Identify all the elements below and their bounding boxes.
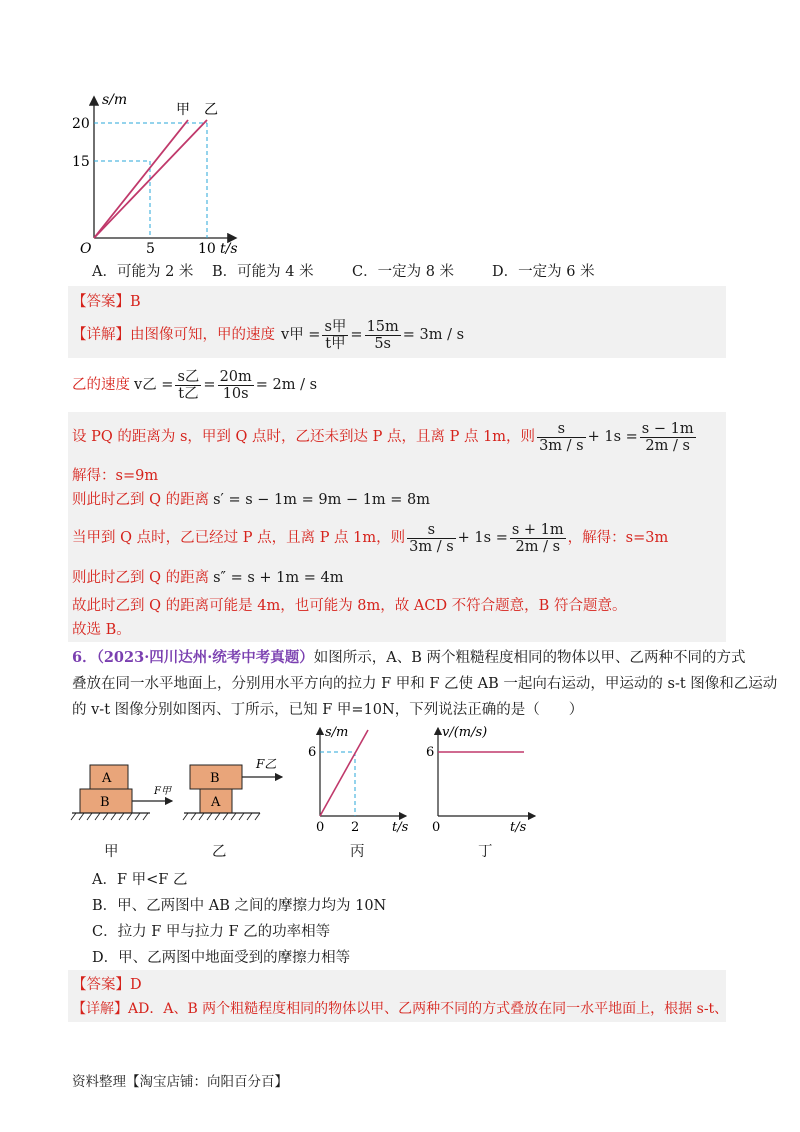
label-jia: 甲 bbox=[176, 102, 190, 118]
svg-text:B: B bbox=[100, 795, 110, 810]
svg-text:0: 0 bbox=[432, 820, 441, 835]
answer-5-detail-speed-jia: 【详解】由图像可知，甲的速度 v甲 = $\frac{\text{s甲}}{\text{t甲}}$ = $\frac{15m}{5s}$ = 3m / s bbox=[72, 318, 465, 352]
option-6-d[interactable]: D．甲、乙两图中地面受到的摩擦力相等 bbox=[92, 950, 351, 966]
svg-text:t/s: t/s bbox=[510, 820, 527, 835]
answer-6-label: 【答案】D bbox=[72, 977, 142, 993]
svg-text:2: 2 bbox=[351, 820, 360, 835]
y-axis-label: s/m bbox=[102, 92, 128, 108]
x-tick-10: 10 bbox=[198, 241, 216, 255]
answer-6-detail: 【详解】AD．A、B 两个粗糙程度相同的物体以甲、乙两种不同的方式叠放在同一水平地面上，根据 s-t、 bbox=[72, 1001, 729, 1017]
figure-jia bbox=[68, 760, 188, 822]
figure-ding-vt-graph bbox=[420, 724, 540, 836]
line-jia bbox=[94, 120, 188, 238]
svg-text:F甲: F甲 bbox=[154, 786, 171, 797]
answer-5-speed-yi: 乙的速度 v乙 = $\frac{\text{s乙}}{\text{t乙}}$ = $\frac{20m}{10s}$ = 2m / s bbox=[72, 368, 318, 402]
option-5-c[interactable]: C．一定为 8 米 bbox=[352, 264, 455, 280]
svg-text:A: A bbox=[102, 771, 112, 786]
caption-jia: 甲 bbox=[104, 844, 119, 860]
svg-text:v/(m/s): v/(m/s) bbox=[442, 725, 488, 740]
y-tick-20: 20 bbox=[72, 116, 90, 132]
option-6-c[interactable]: C．拉力 F 甲与拉力 F 乙的功率相等 bbox=[92, 924, 331, 940]
question-6-line-2: 叠放在同一水平地面上，分别用水平方向的拉力 F 甲和 F 乙使 AB 一起向右运动，甲运动的 s-t 图像和乙运动 bbox=[72, 676, 778, 692]
figure-bing-st-graph bbox=[300, 724, 410, 836]
answer-5-line-8: 故此时乙到 Q 的距离可能是 4m，也可能为 8m，故 ACD 不符合题意，B 符合题意。 bbox=[72, 598, 627, 614]
svg-text:6: 6 bbox=[308, 745, 317, 760]
line-bing bbox=[320, 730, 368, 816]
answer-5-line-5: 则此时乙到 Q 的距离 s′ = s − 1m = 9m − 1m = 8m bbox=[72, 492, 431, 508]
question-6-line-1: 6．（2023·四川达州·统考中考真题）如图所示，A、B 两个粗糙程度相同的物体以甲、乙两种不同的方式 bbox=[72, 649, 746, 666]
caption-ding: 丁 bbox=[478, 844, 493, 860]
answer-5-line-7: 则此时乙到 Q 的距离 s″ = s + 1m = 4m bbox=[72, 570, 344, 586]
svg-text:0: 0 bbox=[316, 820, 325, 835]
st-graph-1 bbox=[70, 90, 240, 255]
label-yi: 乙 bbox=[204, 102, 218, 118]
caption-bing: 丙 bbox=[350, 844, 365, 860]
option-5-b[interactable]: B．可能为 4 米 bbox=[212, 264, 314, 280]
option-6-b[interactable]: B．甲、乙两图中 AB 之间的摩擦力均为 10N bbox=[92, 898, 387, 914]
x-axis-label: t/s bbox=[220, 241, 238, 255]
x-tick-5: 5 bbox=[146, 241, 155, 255]
svg-text:s/m: s/m bbox=[325, 725, 349, 740]
answer-5-line-9: 故选 B。 bbox=[72, 622, 131, 638]
option-5-d[interactable]: D．一定为 6 米 bbox=[492, 264, 595, 280]
svg-text:F乙: F乙 bbox=[256, 757, 277, 771]
option-6-a[interactable]: A．F 甲<F 乙 bbox=[92, 872, 188, 888]
svg-text:B: B bbox=[210, 771, 220, 786]
answer-5-label: 【答案】B bbox=[72, 294, 141, 310]
y-tick-15: 15 bbox=[72, 154, 90, 170]
option-5-a[interactable]: A．可能为 2 米 bbox=[92, 264, 194, 280]
figure-yi bbox=[180, 752, 300, 822]
answer-5-line-3: 设 PQ 的距离为 s，甲到 Q 点时，乙还未到达 P 点，且离 P 点 1m，则 $\frac{s}{3m / s}$ + 1s = $\frac{s - 1m}{2m / s}$ bbox=[72, 420, 694, 454]
origin-label: O bbox=[80, 241, 92, 255]
answer-5-line-6: 当甲到 Q 点时，乙已经过 P 点，且离 P 点 1m，则 $\frac{s}{3m / s}$ + 1s = $\frac{s + 1m}{2m / s}$ ，解得：s=3m bbox=[72, 521, 669, 555]
svg-text:t/s: t/s bbox=[392, 820, 409, 835]
question-6-line-3: 的 v-t 图像分别如图丙、丁所示，已知 F 甲=10N，下列说法正确的是（ ） bbox=[72, 702, 584, 718]
svg-text:6: 6 bbox=[426, 745, 435, 760]
footer-source: 资料整理【淘宝店铺：向阳百分百】 bbox=[72, 1074, 288, 1090]
answer-5-line-4: 解得：s=9m bbox=[72, 468, 159, 484]
caption-yi: 乙 bbox=[212, 844, 227, 860]
svg-text:A: A bbox=[211, 795, 221, 810]
